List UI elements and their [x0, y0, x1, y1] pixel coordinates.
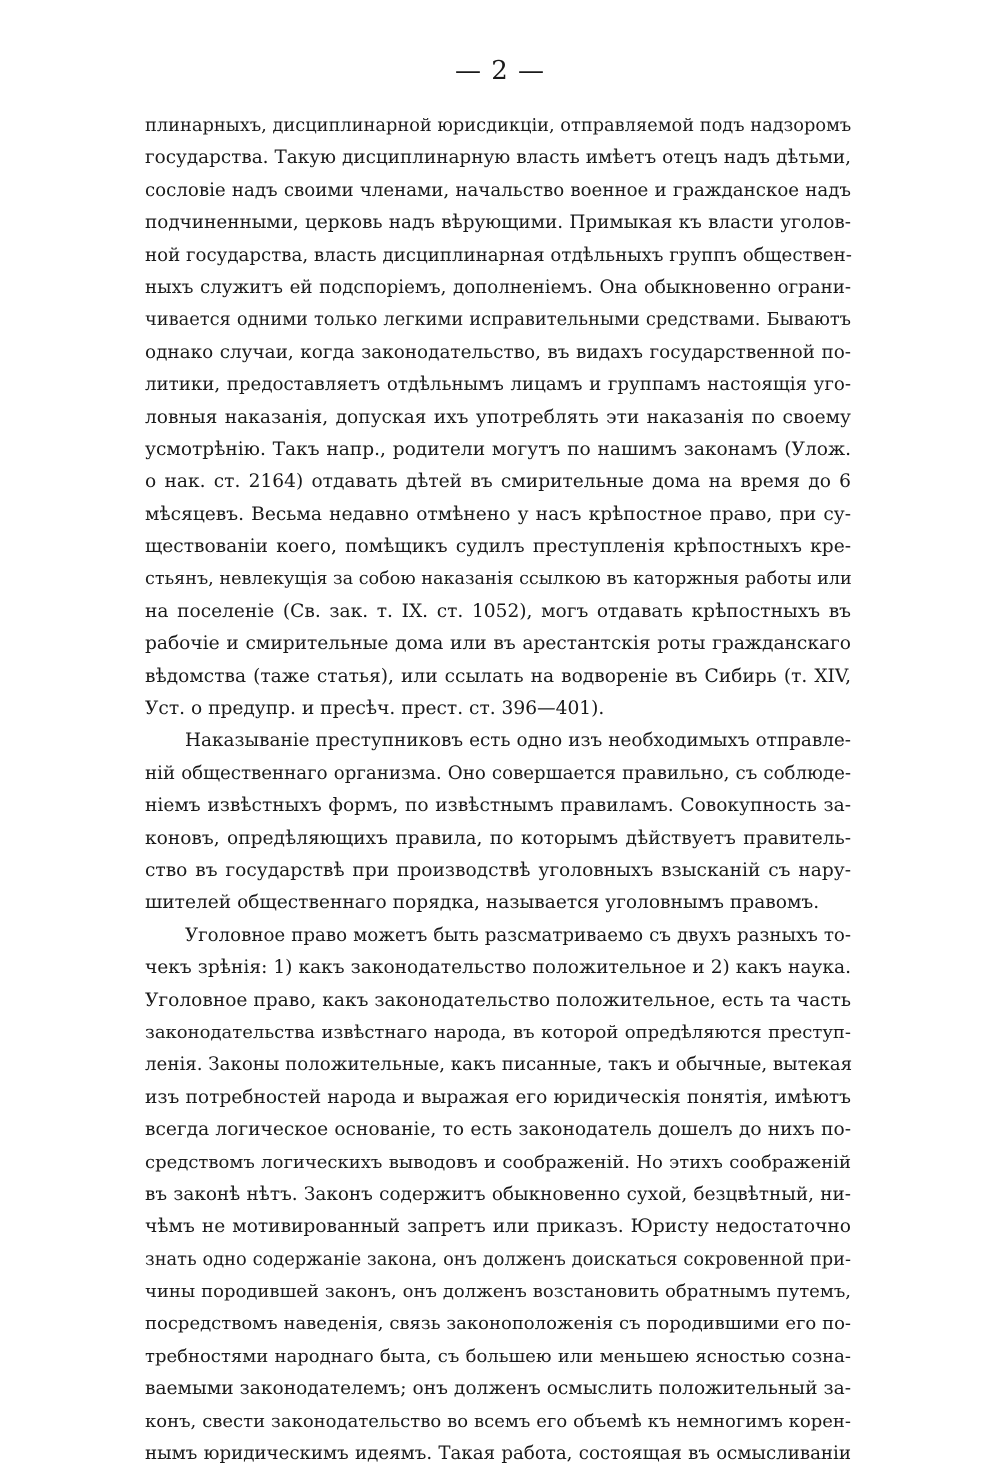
- page-number: — 2 —: [454, 56, 546, 86]
- text-line: изъ потребностей народа и выражая его юридическія понятія, имѣютъ: [145, 1086, 851, 1108]
- text-line: всегда логическое основаніе, то есть законодатель дошелъ до нихъ по-: [145, 1119, 851, 1141]
- text-body: [145, 110, 851, 1470]
- text-line: стьянъ, невлекущія за собою наказанія ссылкою въ каторжныя работы или: [145, 569, 852, 590]
- text-line: въ законѣ нѣтъ. Законъ содержитъ обыкновенно сухой, безцвѣтный, ни-: [145, 1183, 851, 1205]
- text-line: ной государства, власть дисциплинарная отдѣльныхъ группъ обществен-: [145, 244, 852, 266]
- text-line: требностями народнаго быта, съ большею или меньшею ясностью созна-: [145, 1345, 851, 1367]
- text-line: средствомъ логическихъ выводовъ и соображеній. Но этихъ соображеній: [145, 1151, 851, 1173]
- paragraph-2: [145, 725, 851, 919]
- text-line: чины породившей законъ, онъ долженъ возстановить обратнымъ путемъ,: [145, 1281, 851, 1303]
- text-line: государства. Такую дисциплинарную власть имѣетъ отецъ надъ дѣтьми,: [145, 147, 851, 169]
- text-line: мѣсяцевъ. Весьма недавно отмѣнено у насъ крѣпостное право, при су-: [145, 503, 851, 525]
- text-line: рабочіе и смирительные дома или въ арестантскія роты гражданскаго: [145, 633, 851, 655]
- text-line: вѣдомства (таже статья), или ссылать на водвореніе въ Сибирь (т. XIV,: [145, 665, 851, 687]
- text-line: нымъ юридическимъ идеямъ. Такая работа, состоящая въ осмысливаніи: [145, 1443, 851, 1465]
- text-line: ваемыми законодателемъ; онъ долженъ осмыслить положительный за-: [145, 1378, 851, 1400]
- text-line: Уголовное право, какъ законодательство положительное, есть та часть: [145, 989, 851, 1011]
- text-line: ленія. Законы положительные, какъ писанные, такъ и обычные, вытекая: [145, 1054, 853, 1076]
- text-line: ловныя наказанія, допуская ихъ употреблять эти наказанія по своему: [145, 406, 851, 428]
- text-line: сословіе надъ своими членами, начальство военное и гражданское надъ: [145, 179, 851, 201]
- paragraph-3: [145, 920, 851, 1470]
- text-line: Наказываніе преступниковъ есть одно изъ необходимыхъ отправле-: [185, 730, 851, 752]
- text-line: ній общественнаго организма. Оно совершается правильно, съ соблюде-: [145, 762, 851, 784]
- text-line: подчиненными, церковь надъ вѣрующими. Примыкая къ власти уголов-: [145, 212, 851, 234]
- text-line: литики, предоставляетъ отдѣльнымъ лицамъ и группамъ настоящія уго-: [145, 374, 851, 396]
- text-line: чекъ зрѣнія: 1) какъ законодательство положительное и 2) какъ наука.: [145, 957, 851, 979]
- text-line: на поселеніе (Св. зак. т. IX. ст. 1052), могъ отдавать крѣпостныхъ въ: [145, 600, 851, 622]
- text-line: о нак. ст. 2164) отдавать дѣтей въ смирительные дома на время до 6: [145, 471, 851, 493]
- text-line: законодательства извѣстнаго народа, въ которой опредѣляются преступ-: [145, 1021, 851, 1043]
- text-line: усмотрѣнію. Такъ напр., родители могутъ по нашимъ законамъ (Улож.: [145, 438, 851, 460]
- text-line: посредствомъ наведенія, связь законоположенія съ породившими его по-: [145, 1313, 851, 1335]
- text-line: плинарныхъ, дисциплинарной юрисдикціи, отправляемой подъ надзоромъ: [145, 115, 852, 136]
- text-line: ныхъ служитъ ей подспоріемъ, дополненіемъ. Она обыкновенно ограни-: [145, 276, 851, 298]
- text-line: коновъ, опредѣляющихъ правила, по которымъ дѣйствуетъ правитель-: [145, 827, 851, 849]
- text-line: Уголовное право можетъ быть разсматриваемо съ двухъ разныхъ то-: [185, 924, 851, 946]
- text-line: ніемъ извѣстныхъ формъ, по извѣстнымъ правиламъ. Совокупность за-: [145, 795, 851, 817]
- text-line: ществованіи коего, помѣщикъ судилъ преступленія крѣпостныхъ кре-: [145, 536, 851, 558]
- text-line: чивается одними только легкими исправительными средствами. Бываютъ: [145, 309, 851, 331]
- text-line: знать одно содержаніе закона, онъ долженъ доискаться сокровенной при-: [145, 1248, 851, 1270]
- text-line: ство въ государствѣ при производствѣ уголовныхъ взысканій съ нару-: [145, 859, 851, 881]
- text-line: конъ, свести законодательство во всемъ его объемѣ къ немногимъ корен-: [145, 1410, 851, 1432]
- text-line: Уст. о предупр. и пресѣч. прест. ст. 396—401).: [145, 698, 605, 720]
- text-line: шителей общественнаго порядка, называется уголовнымъ правомъ.: [145, 892, 820, 914]
- text-line: чѣмъ не мотивированный запретъ или приказъ. Юристу недостаточно: [145, 1216, 851, 1238]
- text-line: однако случаи, когда законодательство, въ видахъ государственной по-: [145, 341, 851, 363]
- paragraph-1: [145, 110, 851, 725]
